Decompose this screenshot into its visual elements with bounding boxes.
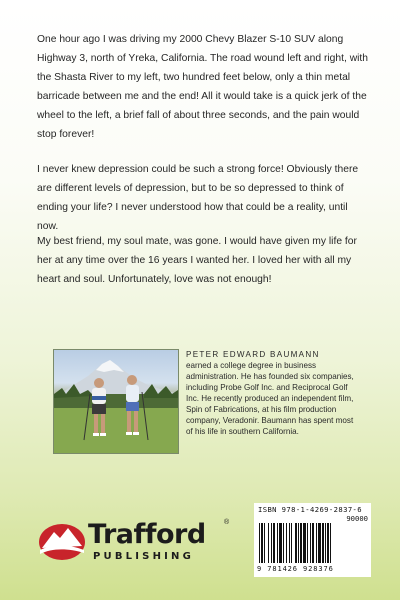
barcode-bars [258,523,367,563]
author-photo [53,349,179,454]
blurb-paragraph-3: My best friend, my soul mate, was gone. I would have given my life for her at any time over the 16 years I wanted her. I loved her with all my heart and soul. Unfortunately, love was not enough! [37,236,357,285]
publisher-subtitle: PUBLISHING [93,551,195,562]
publisher-mountain-icon [38,520,88,562]
ean-number: 9 781426 928376 [257,565,334,573]
isbn-barcode [254,503,371,577]
publisher-name: Trafford [88,519,206,550]
isbn-text: ISBN 978-1-4269-2837-6 [258,505,362,514]
author-name: PETER EDWARD BAUMANN [186,350,320,359]
author-bio [186,349,362,437]
registered-mark: ® [224,519,230,526]
blurb-paragraph-1: One hour ago I was driving my 2000 Chevy Blazer S-10 SUV along Highway 3, north of Yreka, California. The road wound left and right, with the Shasta River to my left, two hundred feet below, only a thin metal barricade between me and the end! All it would take is a quick jerk of the wheel to the left, a brief fall of about three seconds, and the pain would stop forever! [37,34,369,140]
author-bio-text: earned a college degree in business administration. He has founded six companies, including Probe Golf Inc. and Reciprocal Golf Inc. He recently produced an independent film, Spin of Fabrications, at his film production company, Veradonir. Baumann has spent most of his life in southern California. [186,361,354,436]
author-photo-illustration [54,350,178,453]
blurb-paragraph-2: I never knew depression could be such a strong force! Obviously there are different levels of depression, but to be so depressed to think of ending your life? I never understood how that could be a reality, until now. [37,164,359,232]
publisher-logo [38,516,238,568]
price-code: 90000 [346,514,368,523]
